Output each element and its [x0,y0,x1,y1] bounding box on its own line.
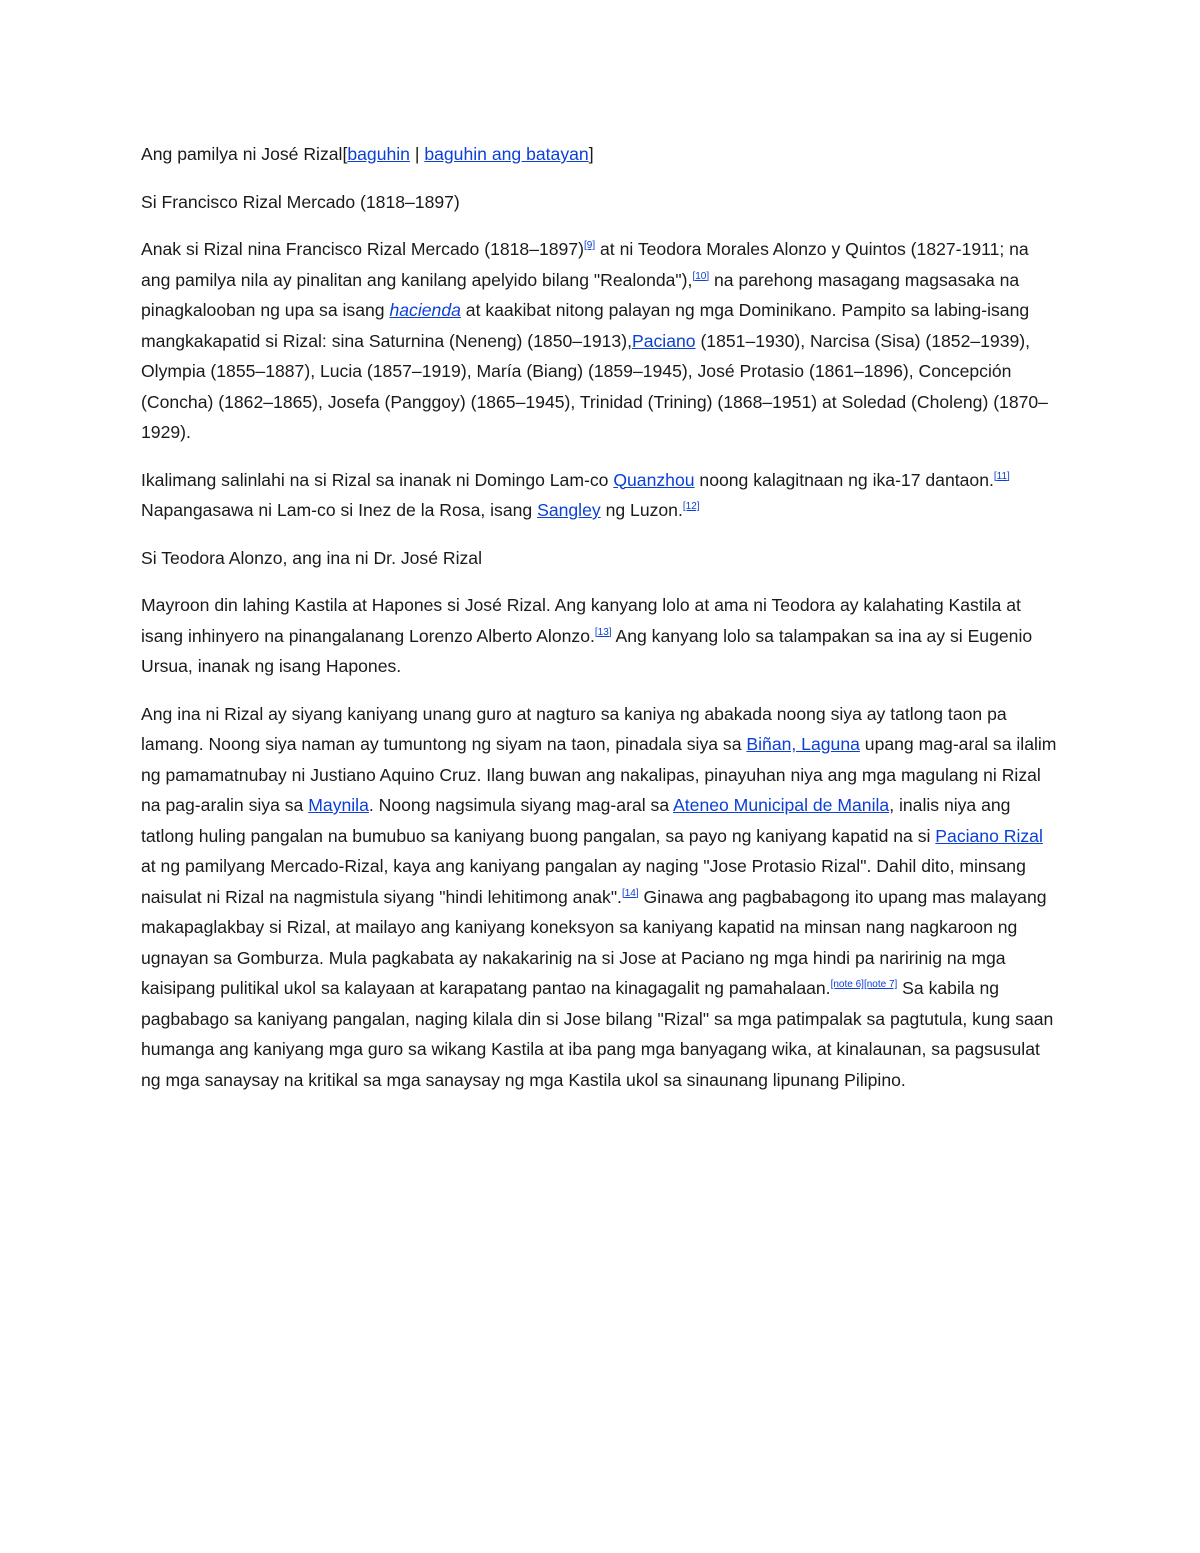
ref-11-link[interactable]: [11] [993,470,1010,482]
binan-laguna-link[interactable]: Biñan, Laguna [746,734,860,754]
note-7-link[interactable]: [note 7] [863,979,898,990]
sangley-link[interactable]: Sangley [537,500,601,520]
ref-10-link[interactable]: [10] [692,270,710,282]
father-subheading: Si Francisco Rizal Mercado (1818–1897) [141,191,460,212]
ref-13-link[interactable]: [13] [594,626,612,638]
paragraph-ancestry: Ikalimang salinlahi na si Rizal sa inanak ni Domingo Lam-co Quanzhou noong kalagitnaan ng ika-17 dantaon.[11] Napangasawa ni Lam-co si Inez de la Rosa, isang Sangley ng Luzon.[12] [141,469,1010,520]
paragraph-education: Ang ina ni Rizal ay siyang kaniyang unang guro at nagturo sa kaniya ng abakada noong siya ay tatlong taon pa lamang. Noong siya naman ay tumuntong ng siyam na taon, pinadala siya sa Biñan, Laguna upang mag-aral sa ilalim ng pamamatnubay ni Justiano Aquino Cruz. Ilang buwan ang nakalipas, pinayuhan niya ang mga magulang ni Rizal na pag-aralin siya sa Maynila. Noong nagsimula siyang mag-aral sa Ateneo Municipal de Manila, inalis niya ang tatlong huling pangalan na bumubuo sa kaniyang buong pangalan, sa payo ng kaniyang kapatid na si Paciano Rizal at ng pamilyang Mercado-Rizal, kaya ang kaniyang pangalan ay naging "Jose Protasio Rizal". Dahil dito, minsang naisulat ni Rizal na nagmistula siyang "hindi lehitimong anak".[14] Ginawa ang pagbabagong ito upang mas malayang makapaglakbay si Rizal, at mailayo ang kaniyang koneksyon sa kaniyang kapatid na minsan nang nagkaroon ng ugnayan sa Gomburza. Mula pagkabata ay nakakarinig na si Jose at Paciano ng mga hindi pa naririnig na mga kaisipang pulitikal ukol sa kalayaan at karapatang pantao na kinagagalit ng pamahalaan.[note 6][note 7] Sa kabila ng pagbabago sa kaniyang pangalan, naging kilala din si Jose bilang "Rizal" sa mga patimpalak sa pagtutula, kung saan humanga ang kaniyang mga guro sa wikang Kastila at iba pang mga banyagang wika, at kinalaunan, sa pagsusulat ng mga sanaysay na kritikal sa mga sanaysay ng mga Kastila ukol sa sinaunang lipunang Pilipino. [141,703,1057,1090]
ateneo-link[interactable]: Ateneo Municipal de Manila [673,795,890,815]
edit-link[interactable]: baguhin [347,144,410,164]
note-6-link[interactable]: [note 6] [830,979,864,990]
section-title: Ang pamilya ni José Rizal [141,144,343,164]
ref-9-link[interactable]: [9] [584,240,596,251]
hacienda-link[interactable]: hacienda [389,300,461,320]
edit-source-link[interactable]: baguhin ang batayan [424,144,589,164]
document-body [141,139,1061,1112]
paciano-link[interactable]: Paciano [631,330,696,351]
ref-12-link[interactable]: [12] [682,501,700,512]
paciano-rizal-link[interactable]: Paciano Rizal [935,825,1043,846]
section-heading: Ang pamilya ni José Rizal[baguhin | baguhin ang batayan] [141,144,594,164]
quanzhou-link[interactable]: Quanzhou [613,469,695,490]
maynila-link[interactable]: Maynila [308,795,369,815]
mother-subheading: Si Teodora Alonzo, ang ina ni Dr. José Rizal [141,547,482,568]
paragraph-family: Anak si Rizal nina Francisco Rizal Mercado (1818–1897)[9] at ni Teodora Morales Alonzo y Quintos (1827-1911; na ang pamilya nila ay pinalitan ang kanilang apelyido bilang "Realonda"),[10] na parehong masagang magsasaka na pinagkalooban ng upa sa isang hacienda at kaakibat nitong palayan ng mga Dominikano. Pampito sa labing-isang mangkakapatid si Rizal: sina Saturnina (Neneng) (1850–1913),Paciano (1851–1930), Narcisa (Sisa) (1852–1939), Olympia (1855–1887), Lucia (1857–1919), María (Biang) (1859–1945), José Protasio (1861–1896), Concepción (Concha) (1862–1865), Josefa (Panggoy) (1865–1945), Trinidad (Trining) (1868–1951) at Soledad (Choleng) (1870–1929). [141,239,1048,442]
ref-14-link[interactable]: [14] [621,887,639,899]
paragraph-heritage: Mayroon din lahing Kastila at Hapones si José Rizal. Ang kanyang lolo at ama ni Teodora ay kalahating Kastila at isang inhinyero na pinangalanang Lorenzo Alberto Alonzo.[13] Ang kanyang lolo sa talampakan sa ina ay si Eugenio Ursua, inanak ng isang Hapones. [141,595,1033,676]
